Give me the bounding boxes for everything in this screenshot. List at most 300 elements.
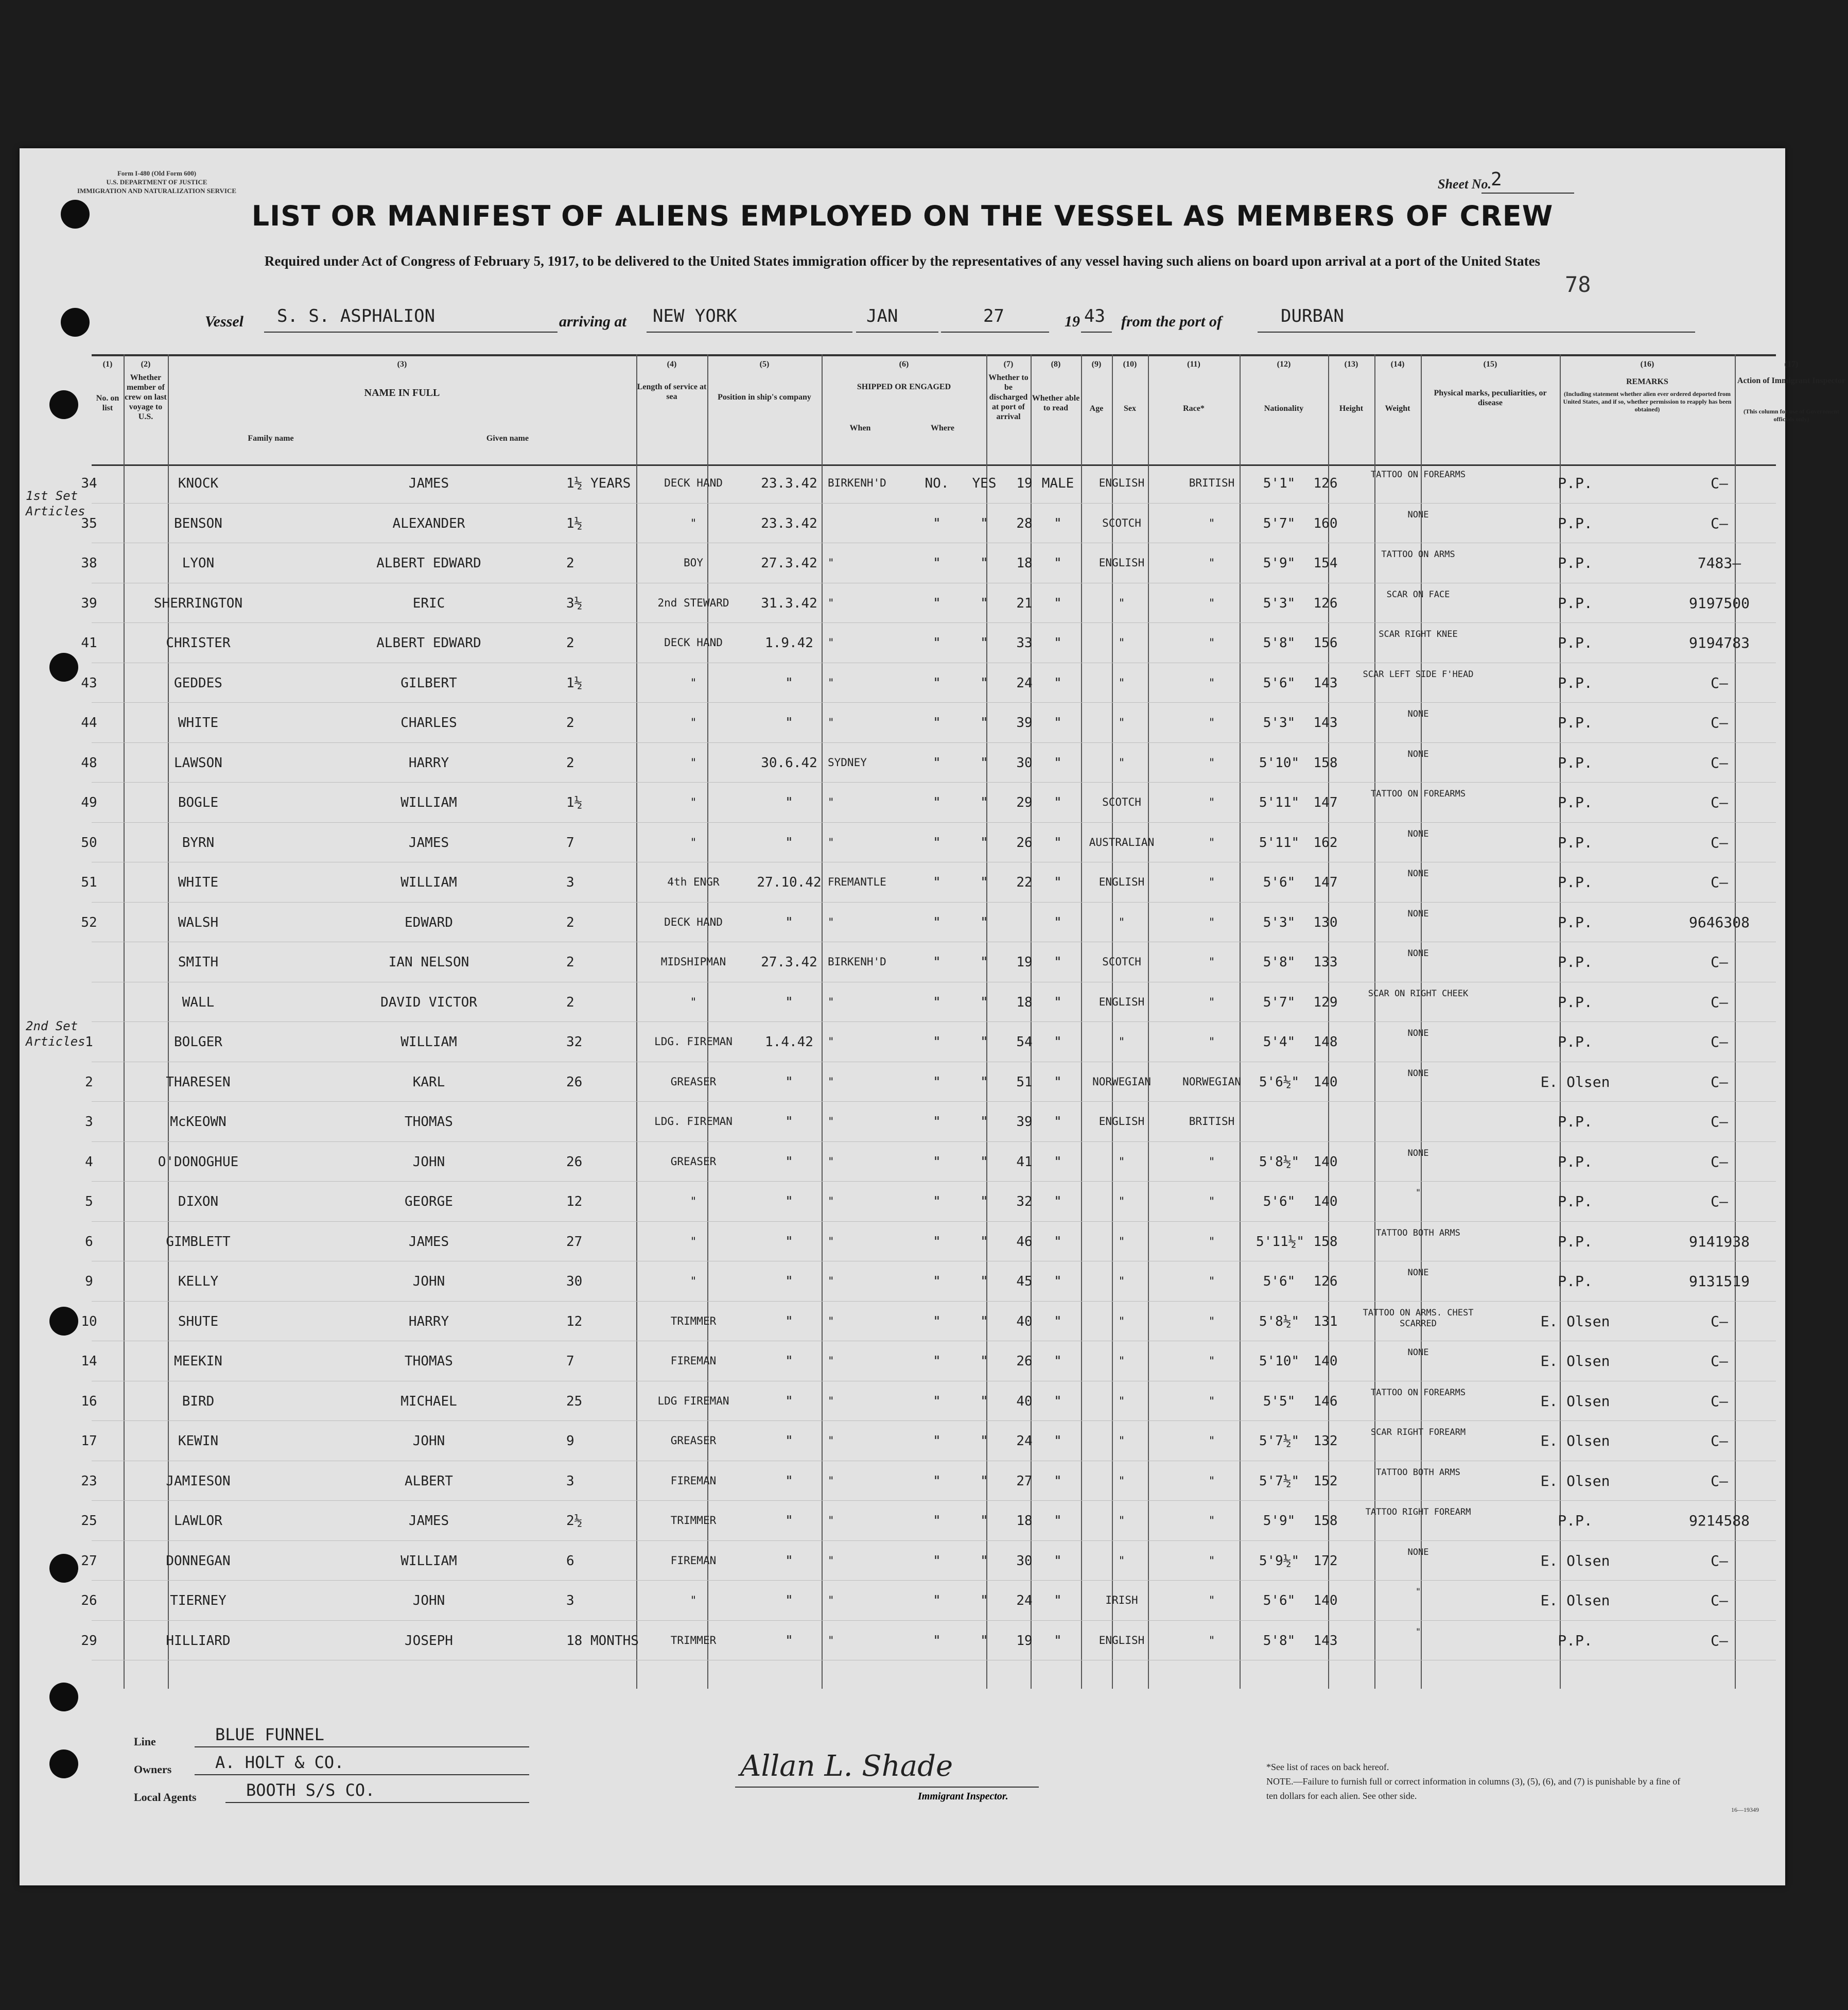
vessel-name: S. S. ASPHALION bbox=[277, 306, 435, 326]
cell-position: " bbox=[690, 995, 697, 1008]
cell-given: JOHN bbox=[412, 1154, 445, 1170]
cell-family: HILLIARD bbox=[166, 1633, 231, 1649]
cell-family: MEEKIN bbox=[174, 1354, 222, 1369]
cell-position: TRIMMER bbox=[670, 1634, 717, 1647]
cell-nationality: " bbox=[1208, 516, 1215, 529]
cell-family: CHRISTER bbox=[166, 635, 231, 651]
cell-when: " bbox=[785, 1313, 793, 1329]
cell-sex: " bbox=[1054, 635, 1062, 651]
col-header-height: (13) Height bbox=[1339, 360, 1364, 413]
cell-read: " bbox=[980, 1274, 988, 1289]
cell-position: 4th ENGR bbox=[667, 876, 720, 888]
cell-height: 5'11" bbox=[1259, 835, 1300, 851]
cell-no: 35 bbox=[81, 515, 97, 531]
cell-family: WALL bbox=[182, 994, 215, 1010]
arriving-port: NEW YORK bbox=[653, 306, 737, 326]
cell-sex: " bbox=[1054, 994, 1062, 1010]
cell-where: " bbox=[828, 716, 834, 729]
cell-race: " bbox=[1118, 1195, 1125, 1207]
cell-weight: 143 bbox=[1313, 675, 1338, 691]
cell-weight: 158 bbox=[1313, 1234, 1338, 1250]
cell-given: CHARLES bbox=[400, 715, 457, 731]
cell-position: " bbox=[690, 836, 697, 848]
cell-race: ENGLISH bbox=[1099, 477, 1145, 489]
cell-nationality: " bbox=[1208, 1634, 1215, 1647]
cell-given: JAMES bbox=[408, 835, 449, 851]
cell-weight: 148 bbox=[1313, 1034, 1338, 1050]
cell-race: SCOTCH bbox=[1102, 796, 1141, 808]
cell-nationality: BRITISH bbox=[1189, 477, 1235, 489]
cell-family: KELLY bbox=[178, 1274, 219, 1289]
cell-when: " bbox=[785, 1593, 793, 1608]
cell-no: 1 bbox=[85, 1034, 93, 1050]
cell-race: " bbox=[1118, 676, 1125, 689]
cell-nationality: " bbox=[1208, 1275, 1215, 1287]
inspector-signature: Allan L. Shade bbox=[740, 1749, 953, 1783]
cell-sex: " bbox=[1054, 595, 1062, 611]
cell-nationality: BRITISH bbox=[1189, 1115, 1235, 1128]
cell-nationality: " bbox=[1208, 1035, 1215, 1048]
cell-where: " bbox=[828, 1035, 834, 1048]
cell-marks: TATTOO ON FOREARMS bbox=[1370, 470, 1466, 480]
form-number: 16—19349 bbox=[1731, 1806, 1759, 1813]
cell-service: 1½ bbox=[566, 515, 583, 531]
cell-where: " bbox=[828, 1514, 834, 1527]
cell-no: 50 bbox=[81, 835, 97, 851]
cell-read: YES bbox=[972, 476, 997, 491]
cell-no: 25 bbox=[81, 1513, 97, 1529]
cell-action: 9214588 bbox=[1688, 1512, 1750, 1529]
cell-where: " bbox=[828, 1314, 834, 1327]
owners-value: A. HOLT & CO. bbox=[215, 1753, 344, 1772]
cell-sex: " bbox=[1054, 1393, 1062, 1409]
col-header-service: (4) Length of service at sea bbox=[637, 360, 707, 401]
owners-label: Owners bbox=[134, 1763, 172, 1776]
cell-position: " bbox=[690, 676, 697, 689]
cell-race: " bbox=[1118, 1275, 1125, 1287]
cell-height: 5'10" bbox=[1259, 1354, 1300, 1369]
cell-read: " bbox=[980, 1393, 988, 1409]
cell-where: " bbox=[828, 1474, 834, 1487]
cell-where: " bbox=[828, 636, 834, 649]
cell-height: 5'7" bbox=[1263, 515, 1296, 531]
from-port: DURBAN bbox=[1281, 306, 1344, 326]
cell-position: LDG FIREMAN bbox=[657, 1394, 729, 1407]
cell-nationality: " bbox=[1208, 915, 1215, 928]
table-row bbox=[81, 703, 1776, 743]
cell-discharged: " bbox=[933, 515, 941, 531]
cell-when: " bbox=[785, 1513, 793, 1529]
cell-height: 5'1" bbox=[1263, 476, 1296, 491]
cell-weight: 143 bbox=[1313, 715, 1338, 731]
cell-position: " bbox=[690, 516, 697, 529]
cell-discharged: " bbox=[933, 1274, 941, 1289]
cell-remarks: P.P. bbox=[1558, 714, 1593, 731]
cell-where: " bbox=[828, 1155, 834, 1168]
cell-position: LDG. FIREMAN bbox=[654, 1115, 733, 1128]
cell-no: 34 bbox=[81, 476, 97, 491]
cell-no: 17 bbox=[81, 1433, 97, 1449]
cell-action: C— bbox=[1711, 993, 1728, 1011]
table-row bbox=[81, 903, 1776, 943]
cell-read: " bbox=[980, 914, 988, 930]
cell-service: 7 bbox=[566, 835, 574, 851]
cell-marks: SCAR RIGHT FOREARM bbox=[1370, 1427, 1466, 1437]
cell-where: " bbox=[828, 836, 834, 848]
cell-where: BIRKENH'D bbox=[828, 477, 886, 489]
cell-age: 39 bbox=[1016, 1114, 1033, 1130]
table-row bbox=[85, 1022, 1776, 1062]
cell-discharged: " bbox=[933, 1034, 941, 1050]
cell-nationality: " bbox=[1208, 1514, 1215, 1527]
cell-position: DECK HAND bbox=[664, 636, 723, 649]
cell-sex: " bbox=[1054, 1553, 1062, 1569]
cell-service: 2 bbox=[566, 994, 574, 1010]
cell-position: DECK HAND bbox=[664, 477, 723, 489]
cell-when: 23.3.42 bbox=[761, 515, 817, 531]
cell-nationality: " bbox=[1208, 836, 1215, 848]
cell-family: GIMBLETT bbox=[166, 1234, 231, 1250]
table-row bbox=[81, 463, 1776, 504]
cell-given: JOHN bbox=[412, 1593, 445, 1608]
cell-read: " bbox=[980, 875, 988, 890]
cell-marks: " bbox=[1415, 1587, 1421, 1597]
cell-read: " bbox=[980, 715, 988, 731]
table-row bbox=[81, 543, 1776, 583]
cell-marks: NONE bbox=[1407, 1028, 1429, 1038]
cell-where: " bbox=[828, 1394, 834, 1407]
cell-read: " bbox=[980, 556, 988, 571]
cell-family: McKEOWN bbox=[170, 1114, 226, 1130]
cell-weight: 147 bbox=[1313, 795, 1338, 810]
cell-weight: 158 bbox=[1313, 1513, 1338, 1529]
cell-remarks: P.P. bbox=[1558, 674, 1593, 691]
cell-position: " bbox=[690, 1235, 697, 1247]
cell-given: ALBERT EDWARD bbox=[376, 635, 481, 651]
table-row bbox=[92, 982, 1776, 1023]
cell-age: 24 bbox=[1016, 1593, 1033, 1608]
cell-action: C— bbox=[1711, 1432, 1728, 1449]
line-value: BLUE FUNNEL bbox=[215, 1725, 324, 1744]
cell-service: 12 bbox=[566, 1194, 583, 1209]
cell-nationality: " bbox=[1208, 1355, 1215, 1367]
cell-action: C— bbox=[1711, 714, 1728, 731]
cell-remarks: P.P. bbox=[1558, 1193, 1593, 1210]
col-header-marks: (15) Physical marks, peculiarities, or disease bbox=[1434, 360, 1547, 407]
cell-sex: " bbox=[1054, 1194, 1062, 1209]
col-header-action: (17) Action of Immigrant Inspector (This column for use of Government officials only) bbox=[1737, 360, 1846, 423]
cell-when: " bbox=[785, 1074, 793, 1090]
col-header-name: (3) NAME IN FULL Family name Given name bbox=[248, 360, 529, 443]
cell-where: BIRKENH'D bbox=[828, 956, 886, 968]
col-header-race: (11) Race* bbox=[1183, 360, 1205, 413]
cell-family: BOGLE bbox=[178, 795, 219, 810]
cell-weight: 140 bbox=[1313, 1354, 1338, 1369]
cell-family: DIXON bbox=[178, 1194, 219, 1209]
cell-read: " bbox=[980, 1593, 988, 1608]
cell-age: 18 bbox=[1016, 994, 1033, 1010]
cell-given: ALEXANDER bbox=[392, 515, 465, 531]
cell-position: GREASER bbox=[670, 1434, 717, 1447]
table-row bbox=[81, 623, 1776, 663]
cell-family: WALSH bbox=[178, 914, 219, 930]
cell-service: 1½ YEARS bbox=[566, 476, 631, 491]
cell-age: 18 bbox=[1016, 556, 1033, 571]
cell-given: JAMES bbox=[408, 1234, 449, 1250]
cell-age: 30 bbox=[1016, 1553, 1033, 1569]
cell-family: JAMIESON bbox=[166, 1473, 231, 1489]
sheet-label: Sheet No. bbox=[1438, 177, 1491, 192]
cell-weight: 140 bbox=[1313, 1074, 1338, 1090]
cell-age: 27 bbox=[1016, 1473, 1033, 1489]
cell-no: 48 bbox=[81, 755, 97, 771]
cell-age: 24 bbox=[1016, 675, 1033, 691]
cell-when: 23.3.42 bbox=[761, 476, 817, 491]
cell-remarks: P.P. bbox=[1558, 1033, 1593, 1050]
cell-height: 5'7½" bbox=[1259, 1433, 1300, 1449]
cell-weight: 130 bbox=[1313, 914, 1338, 930]
cell-age: 45 bbox=[1016, 1274, 1033, 1289]
agents-label: Local Agents bbox=[134, 1791, 197, 1804]
cell-weight: 126 bbox=[1313, 1274, 1338, 1289]
cell-race: " bbox=[1118, 716, 1125, 729]
cell-family: DONNEGAN bbox=[166, 1553, 231, 1569]
cell-action: 9646308 bbox=[1688, 913, 1750, 931]
cell-age: 39 bbox=[1016, 715, 1033, 731]
cell-race: " bbox=[1118, 1474, 1125, 1487]
cell-action: C— bbox=[1711, 754, 1728, 771]
cell-remarks: E. Olsen bbox=[1540, 1312, 1610, 1330]
cell-action: C— bbox=[1711, 1472, 1728, 1489]
cell-no: 52 bbox=[81, 914, 97, 930]
cell-weight: 154 bbox=[1313, 556, 1338, 571]
cell-position: " bbox=[690, 1195, 697, 1207]
cell-race: NORWEGIAN bbox=[1092, 1075, 1151, 1088]
cell-action: 7483— bbox=[1697, 555, 1741, 571]
cell-service: 6 bbox=[566, 1553, 574, 1569]
punch-hole bbox=[49, 1749, 78, 1778]
cell-discharged: " bbox=[933, 1074, 941, 1090]
cell-remarks: P.P. bbox=[1558, 555, 1593, 571]
cell-weight: 133 bbox=[1313, 955, 1338, 970]
table-row bbox=[81, 1621, 1776, 1661]
cell-age: 30 bbox=[1016, 755, 1033, 771]
col-header-discharged: (7) Whether to be discharged at port of arrival bbox=[988, 360, 1028, 421]
cell-age: 46 bbox=[1016, 1234, 1033, 1250]
cell-when: " bbox=[785, 994, 793, 1010]
cell-position: FIREMAN bbox=[670, 1554, 717, 1567]
cell-action: C— bbox=[1711, 1312, 1728, 1330]
cell-marks: NONE bbox=[1407, 1268, 1429, 1278]
cell-service: 2 bbox=[566, 556, 574, 571]
cell-race: " bbox=[1118, 1434, 1125, 1447]
cell-height: 5'8" bbox=[1263, 1633, 1296, 1649]
cell-race: " bbox=[1118, 1514, 1125, 1527]
cell-marks: SCAR LEFT SIDE F'HEAD bbox=[1363, 669, 1474, 680]
cell-sex: " bbox=[1054, 755, 1062, 771]
cell-sex: " bbox=[1054, 914, 1062, 930]
cell-no: 51 bbox=[81, 875, 97, 890]
cell-remarks: P.P. bbox=[1558, 754, 1593, 771]
cell-position: " bbox=[690, 1275, 697, 1287]
cell-action: C— bbox=[1711, 1153, 1728, 1170]
cell-marks: NONE bbox=[1407, 1347, 1429, 1358]
cell-discharged: " bbox=[933, 1433, 941, 1449]
cell-given: KARL bbox=[412, 1074, 445, 1090]
cell-weight: 143 bbox=[1313, 1633, 1338, 1649]
cell-age: 24 bbox=[1016, 1433, 1033, 1449]
cell-no: 43 bbox=[81, 675, 97, 691]
cell-age: 21 bbox=[1016, 595, 1033, 611]
cell-when: " bbox=[785, 1234, 793, 1250]
cell-discharged: " bbox=[933, 1393, 941, 1409]
cell-family: LYON bbox=[182, 556, 215, 571]
cell-action: C— bbox=[1711, 1392, 1728, 1410]
cell-given: JOSEPH bbox=[405, 1633, 453, 1649]
cell-discharged: " bbox=[933, 1593, 941, 1608]
cell-action: C— bbox=[1711, 874, 1728, 891]
cell-remarks: E. Olsen bbox=[1540, 1432, 1610, 1449]
cell-read: " bbox=[980, 635, 988, 651]
cell-nationality: " bbox=[1208, 995, 1215, 1008]
cell-nationality: " bbox=[1208, 676, 1215, 689]
cell-read: " bbox=[980, 1513, 988, 1529]
cell-weight: 126 bbox=[1313, 595, 1338, 611]
cell-marks: NONE bbox=[1407, 509, 1429, 520]
cell-nationality: " bbox=[1208, 1314, 1215, 1327]
cell-sex: " bbox=[1054, 675, 1062, 691]
cell-sex: " bbox=[1054, 955, 1062, 970]
cell-age: 26 bbox=[1016, 1354, 1033, 1369]
cell-remarks: P.P. bbox=[1558, 1113, 1593, 1130]
cell-weight: 156 bbox=[1313, 635, 1338, 651]
cell-race: " bbox=[1118, 636, 1125, 649]
cell-service: 2 bbox=[566, 755, 574, 771]
cell-when: " bbox=[785, 1114, 793, 1130]
cell-where: " bbox=[828, 995, 834, 1008]
cell-remarks: E. Olsen bbox=[1540, 1073, 1610, 1090]
cell-sex: " bbox=[1054, 1633, 1062, 1649]
table-row bbox=[81, 1421, 1776, 1461]
cell-service: 12 bbox=[566, 1313, 583, 1329]
cell-family: SHERRINGTON bbox=[153, 595, 243, 611]
cell-position: DECK HAND bbox=[664, 915, 723, 928]
cell-nationality: " bbox=[1208, 557, 1215, 569]
cell-sex: " bbox=[1054, 1034, 1062, 1050]
cell-where: " bbox=[828, 1355, 834, 1367]
cell-sex: " bbox=[1054, 1274, 1062, 1289]
cell-given: ERIC bbox=[412, 595, 445, 611]
table-row bbox=[81, 1461, 1776, 1501]
cell-weight: 158 bbox=[1313, 755, 1338, 771]
cell-given: ALBERT bbox=[405, 1473, 453, 1489]
cell-service: 27 bbox=[566, 1234, 583, 1250]
cell-height: 5'10" bbox=[1259, 755, 1300, 771]
cell-height: 5'11" bbox=[1259, 795, 1300, 810]
cell-nationality: " bbox=[1208, 1434, 1215, 1447]
cell-discharged: " bbox=[933, 875, 941, 890]
cell-height: 5'8" bbox=[1263, 955, 1296, 970]
cell-given: WILLIAM bbox=[400, 1553, 457, 1569]
cell-family: KEWIN bbox=[178, 1433, 219, 1449]
cell-weight: 140 bbox=[1313, 1154, 1338, 1170]
cell-given: WILLIAM bbox=[400, 875, 457, 890]
cell-weight: 147 bbox=[1313, 875, 1338, 890]
cell-no: 6 bbox=[85, 1234, 93, 1250]
cell-race: IRISH bbox=[1105, 1594, 1138, 1606]
cell-position: " bbox=[690, 796, 697, 808]
cell-read: " bbox=[980, 1194, 988, 1209]
cell-nationality: " bbox=[1208, 796, 1215, 808]
sheet-underline bbox=[1481, 193, 1574, 194]
cell-position: MIDSHIPMAN bbox=[660, 956, 726, 968]
cell-race: ENGLISH bbox=[1099, 995, 1145, 1008]
cell-service: 9 bbox=[566, 1433, 574, 1449]
table-row bbox=[85, 1142, 1776, 1182]
cell-action: C— bbox=[1711, 954, 1728, 971]
cell-marks: NONE bbox=[1407, 749, 1429, 759]
cell-marks: SCAR ON RIGHT CHEEK bbox=[1368, 988, 1469, 999]
cell-when: 30.6.42 bbox=[761, 755, 817, 771]
col-header-remarks: (16) REMARKS (Including statement whether alien ever ordered deported from United States, and if so, whether permission to reapply has been obtained) bbox=[1563, 360, 1732, 413]
table-row bbox=[81, 862, 1776, 903]
cell-read: " bbox=[980, 515, 988, 531]
cell-where: " bbox=[828, 796, 834, 808]
cell-where: " bbox=[828, 1235, 834, 1247]
cell-remarks: P.P. bbox=[1558, 475, 1593, 492]
col-header-shipped: (6) SHIPPED OR ENGAGED When Where bbox=[849, 360, 954, 432]
cell-when: " bbox=[785, 795, 793, 810]
cell-no: 44 bbox=[81, 715, 97, 731]
cell-read: " bbox=[980, 1074, 988, 1090]
cell-discharged: " bbox=[933, 1553, 941, 1569]
cell-read: " bbox=[980, 1034, 988, 1050]
cell-action: C— bbox=[1711, 1113, 1728, 1130]
cell-position: GREASER bbox=[670, 1075, 717, 1088]
cell-read: " bbox=[980, 1433, 988, 1449]
cell-service: 1½ bbox=[566, 675, 583, 691]
cell-when: 27.10.42 bbox=[757, 875, 822, 890]
cell-weight: 152 bbox=[1313, 1473, 1338, 1489]
cell-sex: " bbox=[1054, 1114, 1062, 1130]
cell-action: C— bbox=[1711, 794, 1728, 811]
cell-when: 27.3.42 bbox=[761, 955, 817, 970]
cell-no: 5 bbox=[85, 1194, 93, 1209]
cell-no: 3 bbox=[85, 1114, 93, 1130]
cell-family: BIRD bbox=[182, 1393, 215, 1409]
cell-height: 5'8" bbox=[1263, 635, 1296, 651]
cell-remarks: P.P. bbox=[1558, 913, 1593, 931]
cell-given: JAMES bbox=[408, 476, 449, 491]
cell-read: " bbox=[980, 955, 988, 970]
cell-marks: TATTOO ON FOREARMS bbox=[1370, 789, 1466, 799]
cell-marks: NONE bbox=[1407, 828, 1429, 839]
page-subtitle: Required under Act of Congress of February 5, 1917, to be delivered to the United States immigration officer by the representatives of any vessel having such aliens on board upon arrival at a port of the United States bbox=[264, 253, 1541, 269]
cell-action: 9194783 bbox=[1688, 634, 1750, 651]
cell-marks: TATTOO BOTH ARMS bbox=[1376, 1467, 1460, 1478]
cell-race: " bbox=[1118, 915, 1125, 928]
cell-service: 2 bbox=[566, 635, 574, 651]
col-header-last-voyage: (2) Whether member of crew on last voyage to U.S. bbox=[125, 360, 167, 421]
cell-remarks: P.P. bbox=[1558, 954, 1593, 971]
cell-service: 2 bbox=[566, 715, 574, 731]
table-header bbox=[92, 354, 1846, 466]
cell-given: WILLIAM bbox=[400, 1034, 457, 1050]
cell-action: C— bbox=[1711, 1632, 1728, 1649]
cell-marks: " bbox=[1415, 1188, 1421, 1198]
cell-race: AUSTRALIAN bbox=[1089, 836, 1155, 848]
cell-marks: SCAR RIGHT KNEE bbox=[1379, 629, 1458, 639]
